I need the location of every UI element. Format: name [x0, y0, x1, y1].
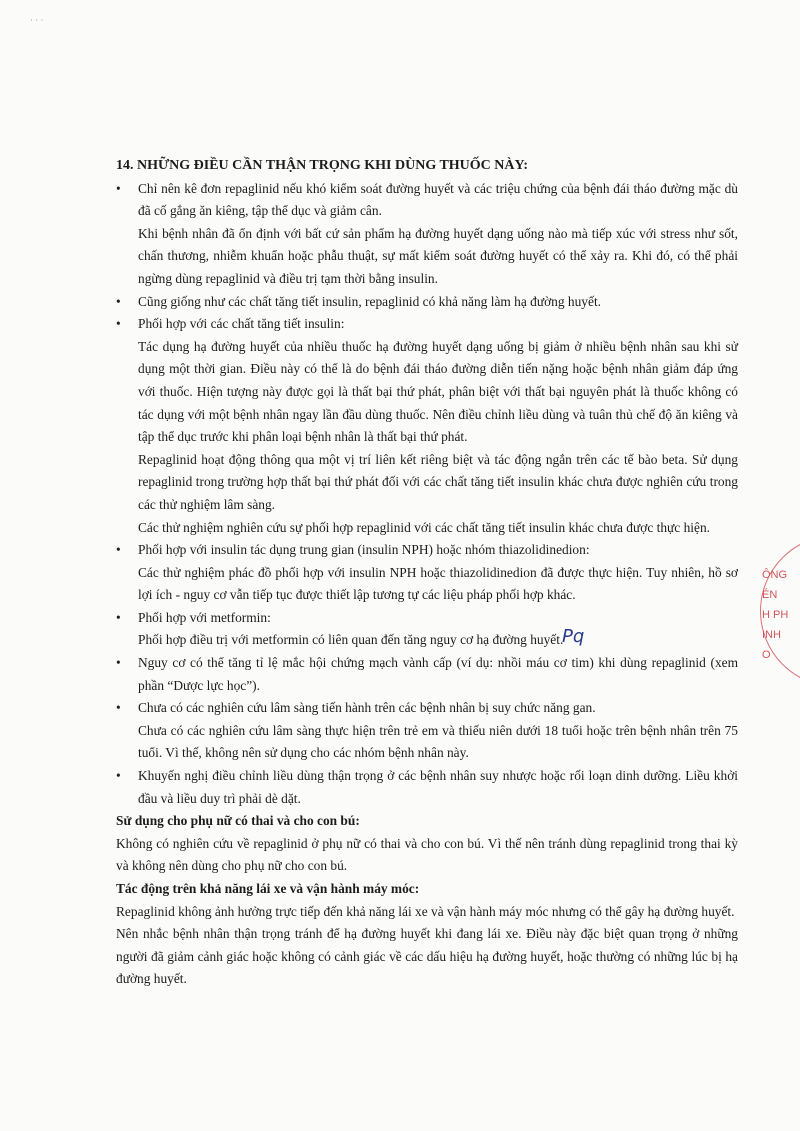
bullet-icon: •: [116, 768, 121, 784]
item-lead: Khuyến nghị điều chỉnh liều dùng thận trọng ở các bệnh nhân suy nhược hoặc rối loạn dinh dưỡng. Liều khởi đầu và liều duy trì phải dè dặt.: [138, 768, 738, 806]
bullet-icon: •: [116, 180, 121, 196]
document-body: [116, 155, 738, 991]
bullet-icon: •: [116, 316, 121, 332]
stamp-line: ÉN: [762, 589, 778, 601]
item-paragraph: Chưa có các nghiên cứu lâm sàng thực hiện trên trẻ em và thiếu niên dưới 18 tuổi hoặc trên bệnh nhân trên 75 tuổi. Vì thế, không nên sử dụng cho các nhóm bệnh nhân này.: [138, 722, 738, 761]
list-item: [116, 607, 738, 652]
item-paragraph: Các thử nghiệm nghiên cứu sự phối hợp repaglinid với các chất tăng tiết insulin khác chưa được thực hiện.: [138, 519, 710, 535]
red-stamp: [752, 535, 800, 685]
bullet-icon: •: [116, 542, 121, 558]
item-lead: Phối hợp với insulin tác dụng trung gian (insulin NPH) hoặc nhóm thiazolidinedion:: [138, 542, 590, 558]
list-item: [116, 313, 738, 539]
stamp-text: [762, 565, 788, 665]
precautions-list: [116, 178, 738, 811]
scan-specks: · · ·: [30, 15, 44, 25]
pregnancy-heading: Sử dụng cho phụ nữ có thai và cho con bú:: [116, 813, 360, 829]
list-item: [116, 697, 738, 765]
list-item: [116, 765, 738, 810]
item-paragraph: Repaglinid hoạt động thông qua một vị trí liên kết riêng biệt và tác động ngắn trên các tế bào beta. Sử dụng repaglinid trong trường hợp thất bại thứ phát đối với các chất tăng tiết insulin khác chưa được nghiên cứu trong các thử nghiệm lâm sàng.: [138, 451, 738, 512]
bullet-icon: •: [116, 700, 121, 716]
stamp-line: O: [762, 649, 771, 661]
list-item: [116, 178, 738, 291]
item-lead: Cũng giống như các chất tăng tiết insulin, repaglinid có khả năng làm hạ đường huyết.: [138, 293, 602, 309]
list-item: [116, 291, 738, 314]
handwritten-initials: Pq: [562, 626, 585, 647]
pregnancy-text: Không có nghiên cứu về repaglinid ở phụ nữ có thai và cho con bú. Vì thế nên tránh dùng repaglinid trong thai kỳ và không nên dùng cho phụ nữ cho con bú.: [116, 835, 738, 874]
item-lead: Chưa có các nghiên cứu lâm sàng tiến hành trên các bệnh nhân bị suy chức năng gan.: [138, 700, 596, 716]
list-item: [116, 652, 738, 697]
item-lead: Phối hợp với các chất tăng tiết insulin:: [138, 316, 345, 332]
stamp-line: ÔNG: [762, 569, 788, 581]
item-lead: Phối hợp với metformin:: [138, 609, 271, 625]
stamp-line: INH: [762, 629, 781, 641]
driving-heading: Tác động trên khả năng lái xe và vận hành máy móc:: [116, 881, 420, 896]
bullet-icon: •: [116, 609, 121, 625]
item-lead: Chỉ nên kê đơn repaglinid nếu khó kiểm soát đường huyết và các triệu chứng của bệnh đái tháo đường mặc dù đã cố gắng ăn kiêng, tập thể dục và giảm cân.: [138, 180, 738, 219]
section-heading: 14. NHỮNG ĐIỀU CẦN THẬN TRỌNG KHI DÙNG THUỐC NÀY:: [116, 158, 529, 173]
driving-paragraph: Repaglinid không ảnh hưởng trực tiếp đến khả năng lái xe và vận hành máy móc nhưng có thể gây hạ đường huyết.: [116, 903, 735, 919]
stamp-line: H PH: [762, 609, 789, 621]
item-lead: Nguy cơ có thể tăng tỉ lệ mắc hội chứng mạch vành cấp (ví dụ: nhồi máu cơ tim) khi dùng repaglinid (xem phần “Dược lực học”).: [138, 655, 738, 693]
item-paragraph: Các thử nghiệm phác đồ phối hợp với insulin NPH hoặc thiazolidinedion đã được thực hiện. Tuy nhiên, hồ sơ lợi ích - nguy cơ vẫn tiếp tục được thiết lập tương tự các liệu pháp phối hợp khác.: [138, 564, 738, 603]
driving-paragraph: Nên nhắc bệnh nhân thận trọng tránh để hạ đường huyết khi đang lái xe. Điều này đặc biệt quan trọng ở những người đã giảm cảnh giác hoặc không có cảnh giác về các dấu hiệu hạ đường huyết, hoặc thường có những lúc bị hạ đường huyết.: [116, 926, 738, 987]
bullet-icon: •: [116, 293, 121, 309]
bullet-icon: •: [116, 655, 121, 671]
item-paragraph: Phối hợp điều trị với metformin có liên quan đến tăng nguy cơ hạ đường huyết.: [138, 632, 564, 648]
list-item: [116, 539, 738, 607]
item-paragraph: Khi bệnh nhân đã ổn định với bất cứ sản phẩm hạ đường huyết dạng uống nào mà tiếp xúc với stress như sốt, chấn thương, nhiễm khuẩn hoặc phẫu thuật, sự mất kiểm soát đường huyết có thể xảy ra. Khi đó, có thể phải ngừng dùng repaglinid và điều trị tạm thời bằng insulin.: [138, 225, 738, 286]
item-paragraph: Tác dụng hạ đường huyết của nhiều thuốc hạ đường huyết dạng uống bị giảm ở nhiều bệnh nhân sau khi sử dụng một thời gian. Điều này có thể là do bệnh đái tháo đường diễn tiến nặng hoặc bệnh nhân giảm đáp ứng với thuốc. Hiện tượng này được gọi là thất bại thứ phát, phân biệt với thất bại nguyên phát là thuốc không có tác dụng với một bệnh nhân ngay lần đầu dùng thuốc. Nên điều chỉnh liều dùng và tuân thủ chế độ ăn kiêng và tập thể dục trước khi phân loại bệnh nhân là thất bại thứ phát.: [138, 338, 738, 445]
